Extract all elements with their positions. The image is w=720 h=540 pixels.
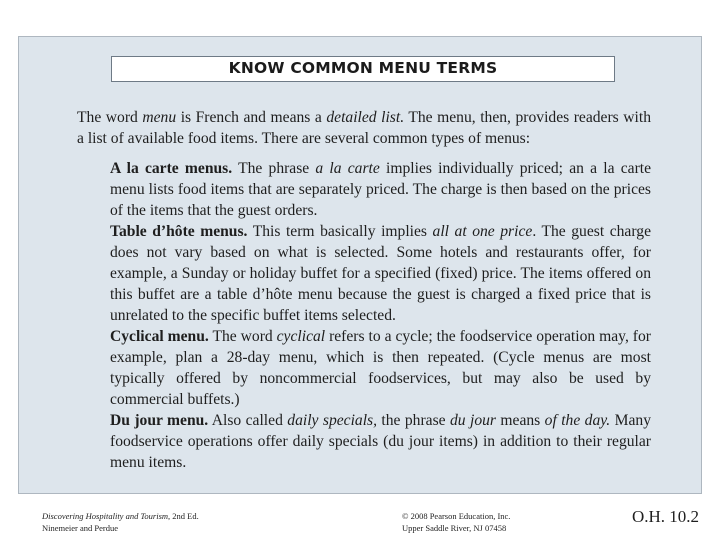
term-text: Many foodservice operations offer daily specials (du jour items) in addition to their regular menu items. (110, 412, 652, 471)
body-text (77, 107, 651, 473)
term-text: means (496, 412, 545, 429)
term-italic: du jour (450, 412, 496, 429)
term-text: The phrase (232, 160, 316, 177)
term-a-la-carte (110, 158, 651, 221)
term-table-d-hote (110, 221, 651, 326)
term-italic: of the day. (544, 412, 611, 429)
term-cyclical (110, 326, 651, 410)
term-du-jour (110, 410, 651, 473)
term-heading: Table d’hôte menus. (110, 223, 248, 240)
page-title: KNOW COMMON MENU TERMS (111, 56, 615, 82)
term-list (110, 158, 651, 473)
intro-text: is French and means a (176, 109, 327, 126)
term-italic: daily specials, (287, 412, 378, 429)
footer-citation (42, 510, 199, 534)
term-heading: Du jour menu. (110, 412, 209, 429)
footer-book-edition: , 2nd Ed. (168, 511, 199, 521)
term-text: Also called (208, 412, 288, 429)
footer-book-title: Discovering Hospitality and Tourism (42, 511, 169, 521)
footer-copyright-line: © 2008 Pearson Education, Inc. (402, 511, 511, 521)
term-text: . The guest charge does not vary based on what is selected. Some hotels and restaurants offer, for example, a Sunday or holiday buffet for a specified (fixed) price. The items offered on this buffet are a table d’hôte menu because the guest is charged a fixed price that is unrelated to the specific buffet items selected. (110, 223, 651, 324)
term-italic: cyclical (276, 328, 326, 345)
content-panel (18, 36, 702, 494)
term-italic: a la carte (315, 160, 380, 177)
term-italic: all at one price (432, 223, 533, 240)
footer-book-line (42, 510, 199, 522)
term-text: The word (208, 328, 277, 345)
intro-italic: detailed list. (326, 109, 405, 126)
intro-text: The word (77, 109, 143, 126)
intro-text: The menu, then, provides readers with a list of available food items. There are several common types of menus: (77, 109, 651, 147)
term-text: refers to a cycle; the foodservice operation may, for example, plan a 28-day menu, which is then repeated. (Cycle menus are most typically offered by noncommercial foodservices, but may also be used by commercial buffets.) (110, 328, 651, 408)
term-heading: Cyclical menu. (110, 328, 209, 345)
footer-copyright (402, 510, 510, 534)
footer-authors: Ninemeier and Perdue (42, 523, 118, 533)
slide-number: O.H. 10.2 (632, 507, 700, 526)
term-text: implies individually priced; an a la carte menu lists food items that are separately priced. The charge is then based on the prices of the items that the guest orders. (110, 160, 652, 219)
term-text: This term basically implies (247, 223, 433, 240)
intro-italic: menu (142, 109, 177, 126)
intro-paragraph (77, 107, 651, 149)
term-heading: A la carte menus. (110, 160, 233, 177)
footer-address: Upper Saddle River, NJ 07458 (402, 523, 507, 533)
term-text: the phrase (377, 412, 450, 429)
